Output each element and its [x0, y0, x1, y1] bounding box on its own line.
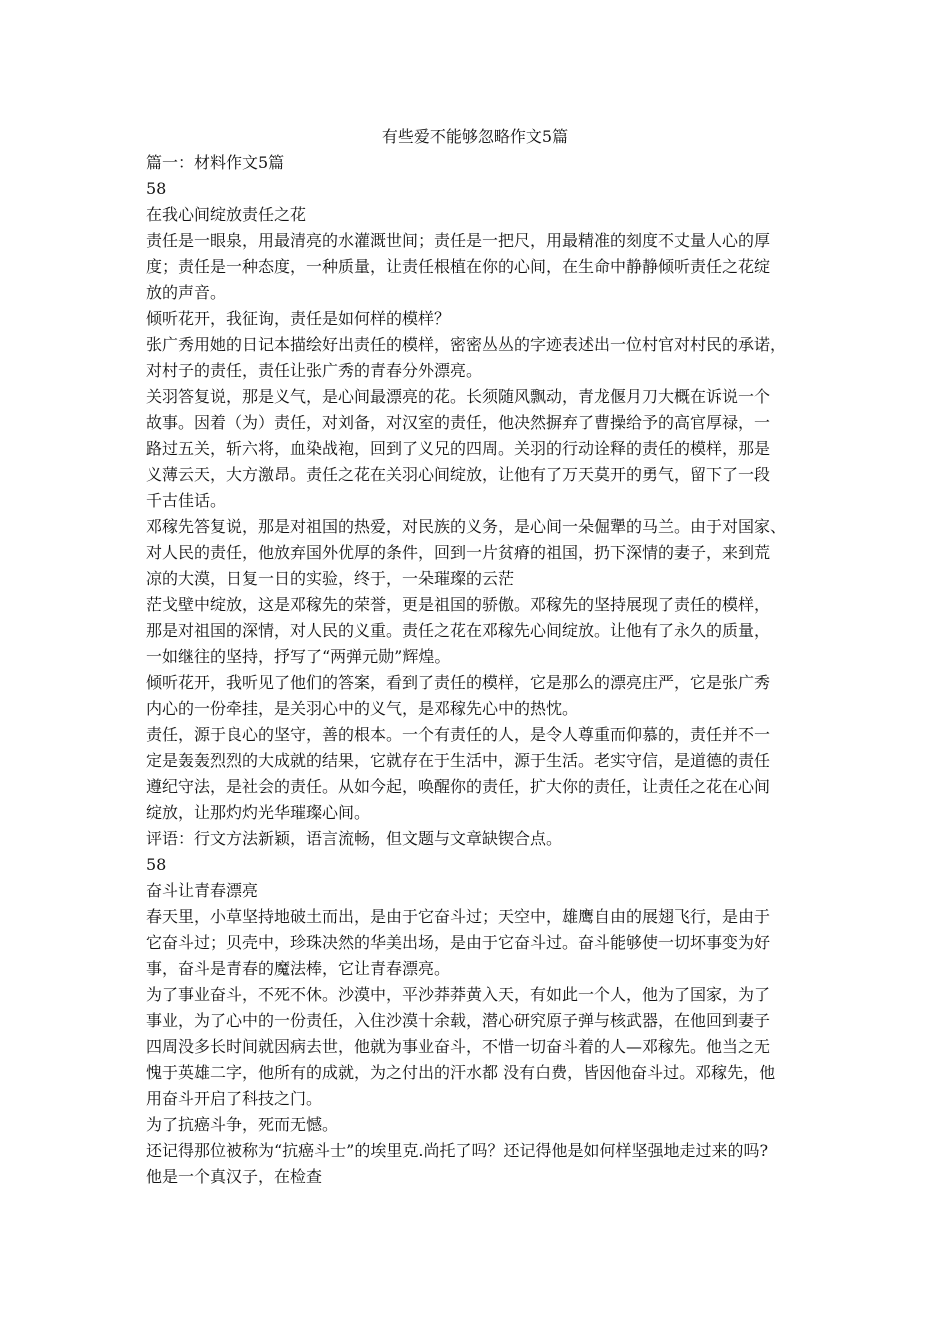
text-line: 事业，为了心中的一份责任，入住沙漠十余载，潜心研究原子弹与核武器，在他回到妻子	[146, 1011, 771, 1030]
text-line: 篇一：材料作文5篇	[146, 153, 285, 172]
text-line: 事，奋斗是青春的魔法棒，它让青春漂亮。	[146, 959, 451, 978]
text-line: 茫戈壁中绽放，这是邓稼先的荣誉，更是祖国的骄傲。邓稼先的坚持展现了责任的模样，	[146, 595, 771, 614]
text-line: 一如继往的坚持，抒写了“两弹元勋”辉煌。	[146, 647, 451, 666]
text-line: 58	[146, 855, 167, 874]
text-line: 对村子的责任，责任让张广秀的青春分外漂亮。	[146, 361, 483, 380]
text-line: 倾听花开，我听见了他们的答案，看到了责任的模样，它是那么的漂亮庄严，它是张广秀	[146, 673, 771, 692]
text-line: 他是一个真汉子，在检查	[146, 1167, 323, 1186]
text-line: 邓稼先答复说，那是对祖国的热爱，对民族的义务，是心间一朵倔犟的马兰。由于对国家、	[146, 517, 787, 536]
text-line: 春天里，小草坚持地破土而出，是由于它奋斗过；天空中，雄鹰自由的展翅飞行，是由于	[146, 907, 771, 926]
text-line: 为了事业奋斗，不死不休。沙漠中，平沙莽莽黄入天，有如此一个人，他为了国家，为了	[146, 985, 771, 1004]
text-line: 四周没多长时间就因病去世，他就为事业奋斗，不惜一切奋斗着的人—邓稼先。他当之无	[146, 1037, 771, 1056]
text-line: 义薄云天，大方激昂。责任之花在关羽心间绽放，让他有了万天莫开的勇气，留下了一段	[146, 465, 771, 484]
text-line: 愧于英雄二字，他所有的成就，为之付出的汗水都 没有白费，皆因他奋斗过。邓稼先，他	[146, 1063, 776, 1082]
text-line: 在我心间绽放责任之花	[146, 205, 307, 224]
text-line: 奋斗让青春漂亮	[146, 881, 259, 900]
text-line: 度；责任是一种态度，一种质量，让责任根植在你的心间，在生命中静静倾听责任之花绽	[146, 257, 771, 276]
text-line: 绽放，让那灼灼光华璀璨心间。	[146, 803, 371, 822]
text-line: 它奋斗过；贝壳中，珍珠决然的华美出场，是由于它奋斗过。奋斗能够使一切坏事变为好	[146, 933, 771, 952]
text-line: 关羽答复说，那是义气，是心间最漂亮的花。长须随风飘动，青龙偃月刀大概在诉说一个	[146, 387, 771, 406]
document-body	[146, 150, 826, 1190]
text-line: 评语：行文方法新颖，语言流畅，但文题与文章缺锲合点。	[146, 829, 563, 848]
text-line: 放的声音。	[146, 283, 227, 302]
text-line: 定是轰轰烈烈的大成就的结果，它就存在于生活中，源于生活。老实守信，是道德的责任	[146, 751, 771, 770]
text-line: 还记得那位被称为“抗癌斗士”的埃里克.尚托了吗？还记得他是如何样坚强地走过来的吗?	[146, 1141, 769, 1160]
text-line: 那是对祖国的深情，对人民的义重。责任之花在邓稼先心间绽放。让他有了永久的质量，	[146, 621, 771, 640]
text-line: 对人民的责任，他放弃国外优厚的条件，回到一片贫瘠的祖国，扔下深情的妻子，来到荒	[146, 543, 771, 562]
text-line: 用奋斗开启了科技之门。	[146, 1089, 323, 1108]
text-line: 责任是一眼泉，用最清亮的水灌溉世间；责任是一把尺，用最精准的刻度不丈量人心的厚	[146, 231, 771, 250]
text-line: 58	[146, 179, 167, 198]
document-title: 有些爱不能够忽略作文5篇	[381, 127, 569, 146]
text-line: 为了抗癌斗争，死而无憾。	[146, 1115, 339, 1134]
text-line: 千古佳话。	[146, 491, 227, 510]
text-line: 内心的一份牵挂，是关羽心中的义气，是邓稼先心中的热忱。	[146, 699, 579, 718]
text-line: 凉的大漠，日复一日的实验，终于，一朵璀璨的云茫	[146, 569, 515, 588]
text-line: 路过五关，斩六将，血染战袍，回到了义兄的四周。关羽的行动诠释的责任的模样，那是	[146, 439, 771, 458]
text-line: 倾听花开，我征询，责任是如何样的模样？	[146, 309, 451, 328]
text-line: 遵纪守法，是社会的责任。从如今起，唤醒你的责任，扩大你的责任，让责任之花在心间	[146, 777, 771, 796]
text-line: 故事。因着（为）责任，对刘备，对汉室的责任，他决然摒弃了曹操给予的高官厚禄，一	[146, 413, 771, 432]
text-line: 张广秀用她的日记本描绘好出责任的模样，密密丛丛的字迹表述出一位村官对村民的承诺，	[146, 335, 787, 354]
text-line: 责任，源于良心的坚守，善的根本。一个有责任的人，是令人尊重而仰慕的，责任并不一	[146, 725, 771, 744]
